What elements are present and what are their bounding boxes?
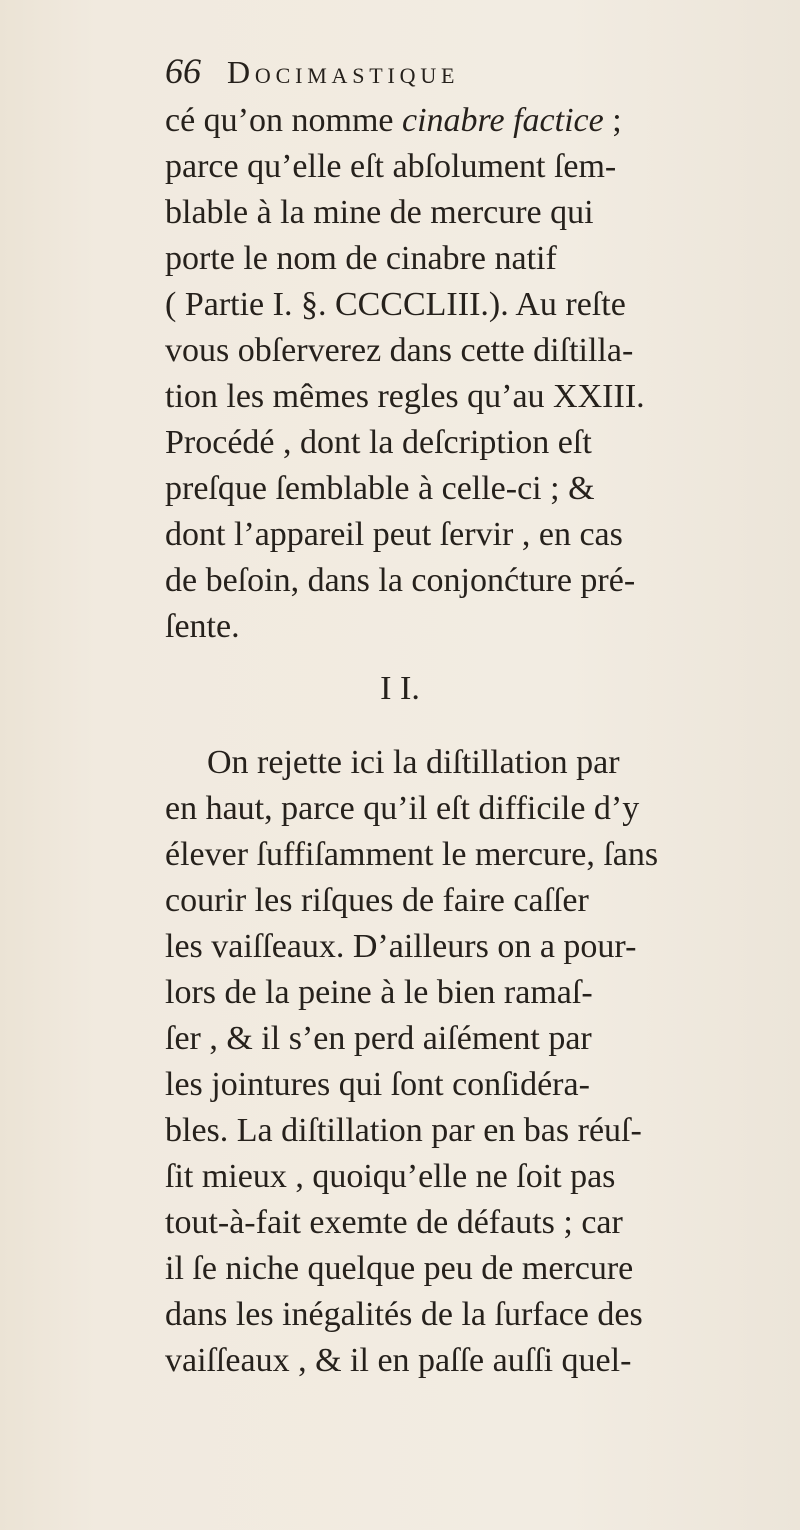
text-line: cé qu’on nomme cinabre factice ; bbox=[165, 102, 622, 139]
paragraph-2 bbox=[165, 740, 795, 1384]
text-line: lors de la peine à le bien ramaſ- bbox=[165, 974, 593, 1011]
text-line: ( Partie I. §. CCCCLIII.). Au reſte bbox=[165, 286, 626, 323]
text-line: ſer , & il s’en perd aiſément par bbox=[165, 1020, 592, 1057]
text-line: dans les inégalités de la ſurface des bbox=[165, 1296, 643, 1333]
text-line: On rejette ici la diſtillation par bbox=[207, 744, 620, 781]
text-line: Procédé , dont la deſcription eſt bbox=[165, 424, 592, 461]
text-line: vaiſſeaux , & il en paſſe auſſi quel- bbox=[165, 1342, 632, 1379]
text-line: de beſoin, dans la conjonćture pré- bbox=[165, 562, 636, 599]
text-line: élever ſuffiſamment le mercure, ſans bbox=[165, 836, 659, 873]
text-line: vous obſerverez dans cette diſtilla- bbox=[165, 332, 634, 369]
text-line: dont l’appareil peut ſervir , en cas bbox=[165, 516, 623, 553]
text-line: blable à la mine de mercure qui bbox=[165, 194, 594, 231]
text-line: ſit mieux , quoiqu’elle ne ſoit pas bbox=[165, 1158, 616, 1195]
text-line: tout-à-fait exemte de défauts ; car bbox=[165, 1204, 623, 1241]
running-title: Docimastique bbox=[227, 54, 460, 90]
page-number: 66 bbox=[165, 51, 201, 91]
text-line: parce qu’elle eſt abſolument ſem- bbox=[165, 148, 617, 185]
text-line: il ſe niche quelque peu de mercure bbox=[165, 1250, 634, 1287]
text-line: preſque ſemblable à celle-ci ; & bbox=[165, 470, 595, 507]
text-line: les vaiſſeaux. D’ailleurs on a pour- bbox=[165, 928, 637, 965]
text-line: tion les mêmes regles qu’au XXIII. bbox=[165, 378, 645, 415]
page-header bbox=[165, 50, 795, 98]
text-line: en haut, parce qu’il eſt difficile d’y bbox=[165, 790, 640, 827]
section-number: I I. bbox=[380, 670, 420, 707]
text-line: courir les riſques de faire caſſer bbox=[165, 882, 589, 919]
text-line: porte le nom de cinabre natif bbox=[165, 240, 557, 277]
text-line: ſente. bbox=[165, 608, 240, 645]
paragraph-1 bbox=[165, 98, 795, 650]
text-line: bles. La diſtillation par en bas réuſ- bbox=[165, 1112, 642, 1149]
page-text-block bbox=[165, 50, 795, 1384]
text-line: les jointures qui ſont conſidéra- bbox=[165, 1066, 590, 1103]
italic-term: cinabre factice bbox=[402, 102, 604, 139]
